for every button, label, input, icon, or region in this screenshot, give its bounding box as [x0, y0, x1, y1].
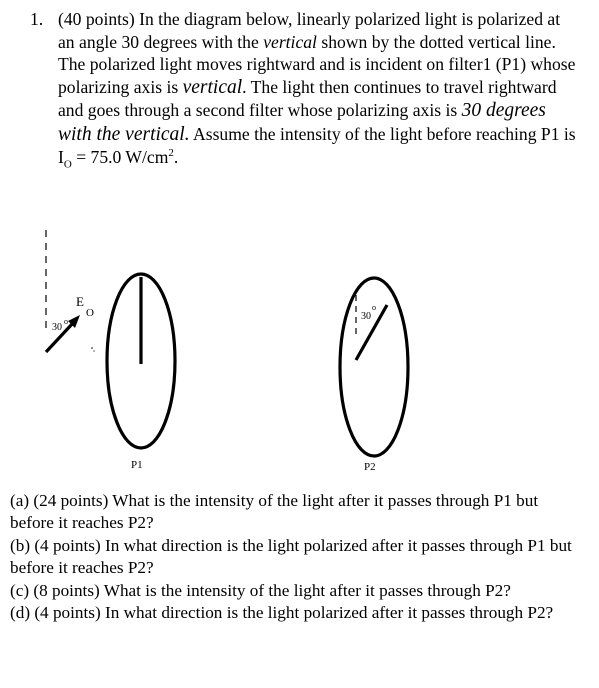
problem-text-2: shown by the dotted vertical line. The polarized light moves rightward and is incident on filter1 (P1) whose polarizing axis is — [58, 31, 576, 97]
problem-statement — [30, 8, 578, 169]
dot-mark-2 — [93, 350, 94, 351]
angle-label-left: 30 — [52, 322, 62, 333]
problem-italic-angle: 30 degrees with the vertical. — [58, 100, 546, 145]
question-b: (b) (4 points) In what direction is the light polarized after it passes through P1 but before it reaches P2? — [10, 535, 572, 578]
unit-superscript: 2 — [168, 147, 174, 160]
label-o: O — [86, 307, 94, 319]
question-d: (d) (4 points) In what direction is the light polarized after it passes through P2? — [10, 603, 554, 623]
problem-text-6: . — [173, 147, 179, 167]
problem-number: 1. — [30, 9, 44, 29]
problem-text-5: = 75.0 W/cm — [71, 147, 169, 167]
problem-italic-vertical-2: vertical — [182, 76, 243, 98]
problem-text — [58, 8, 578, 169]
angle-label-right: 30 — [361, 311, 371, 322]
degree-left: o — [64, 317, 68, 326]
problem-italic-vertical: vertical — [263, 31, 317, 52]
problem-text-4: Assume the intensity of the light before reaching P1 is I — [58, 123, 576, 167]
question-list — [10, 490, 580, 624]
question-a: (a) (24 points) What is the intensity of the light after it passes through P1 but before it reaches P2? — [10, 491, 539, 533]
p1-label: P1 — [131, 459, 143, 471]
question-c: (c) (8 points) What is the intensity of the light after it passes through P2? — [10, 580, 511, 600]
problem-text-3: . The light then continues to travel rightward and goes through a second filter whose polarizing axis is — [58, 76, 557, 120]
p2-label: P2 — [364, 461, 376, 473]
degree-right: o — [372, 303, 376, 312]
problem-text-1: (40 points) In the diagram below, linearly polarized light is polarized at an angle 30 degrees with the — [58, 9, 561, 52]
label-e: E — [76, 294, 84, 309]
dot-mark — [91, 347, 93, 349]
intensity-subscript: O — [63, 158, 72, 171]
polarizer-diagram — [0, 220, 599, 485]
